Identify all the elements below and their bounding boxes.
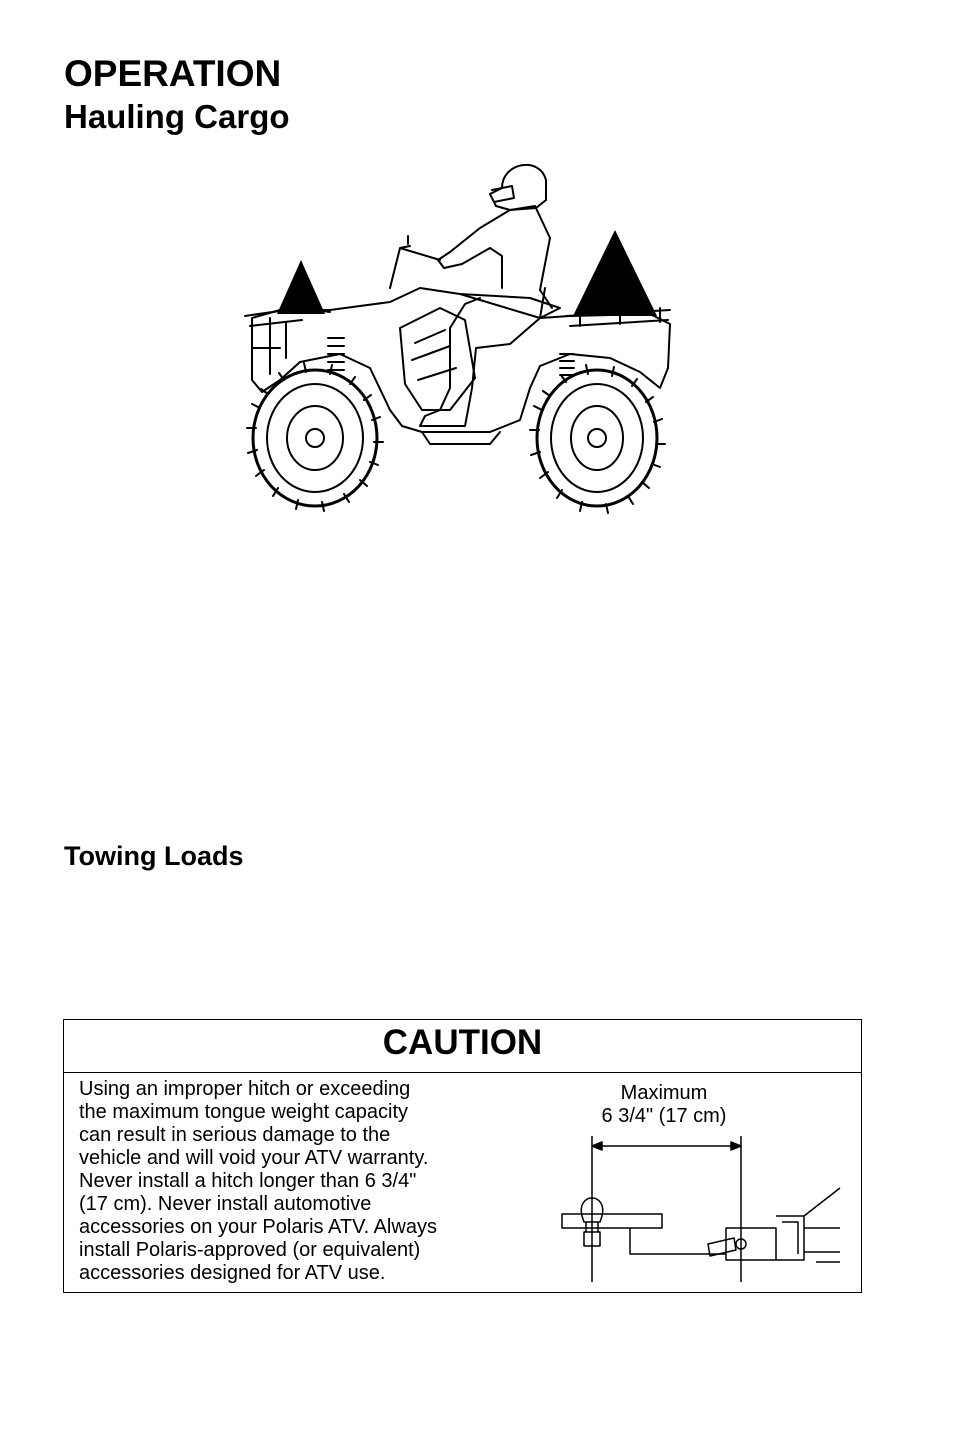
atv-illustration xyxy=(240,148,680,518)
front-rack-triangle-marker xyxy=(277,260,325,314)
caution-heading: CAUTION xyxy=(64,1020,861,1073)
section-title: OPERATION xyxy=(64,53,282,94)
hitch-label-line2: 6 3/4" (17 cm) xyxy=(601,1105,727,1127)
front-wheel-icon xyxy=(530,365,665,513)
towing-loads-heading: Towing Loads xyxy=(64,841,244,871)
hitch-dimension-label xyxy=(564,1082,764,1128)
hitch-label-line1: Maximum xyxy=(620,1082,708,1104)
hitch-diagram-icon xyxy=(554,1132,844,1292)
rear-wheel-icon xyxy=(247,363,383,511)
rear-rack-triangle-marker xyxy=(573,230,657,316)
caution-box xyxy=(63,1019,862,1293)
subsection-title: Hauling Cargo xyxy=(64,98,290,135)
caution-text: Using an improper hitch or exceeding the maximum tongue weight capacity can result in serious damage to the vehicle and will void your ATV warranty. Never install a hitch longer than 6 3/4" (17 cm). Never install automotive accessories on your Polaris ATV. Always install Polaris-approved (or equivalent) accessories designed for ATV use. xyxy=(79,1078,437,1284)
